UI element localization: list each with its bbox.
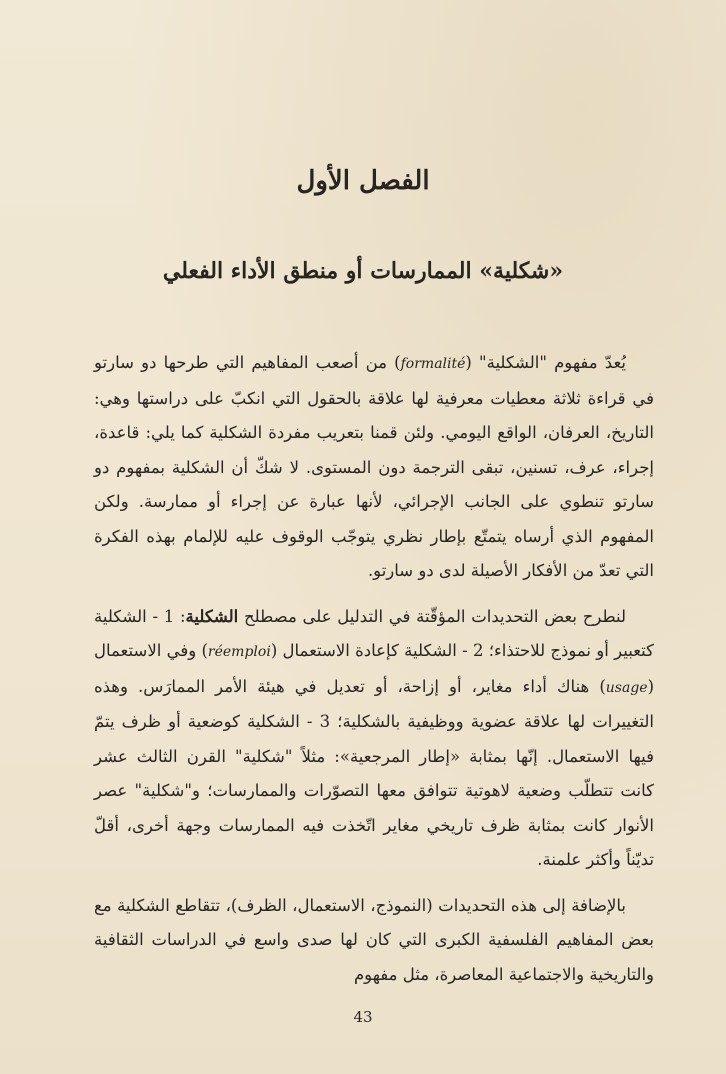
chapter-title: الفصل الأول xyxy=(296,166,430,196)
body-text xyxy=(94,346,654,1003)
paragraph-2-text-a: لنطرح بعض التحديدات المؤقّتة في التدليل على مصطلح xyxy=(238,606,626,626)
paragraph-2-text-c: ) وفي الاستعمال ( xyxy=(94,641,654,696)
paragraph-1 xyxy=(94,346,654,589)
page-number: 43 xyxy=(353,1008,373,1026)
paragraph-1-text-b: ) من أصعب المفاهيم التي طرحها دو سارتو في قراءة ثلاثة معطيات معرفية لها علاقة بالحقول التي انكبّ على دراستها وهي: التاريخ، العرفان، الواقع اليومي. ولئن قمنا بتعريب مفردة الشكلية كما يلي: قاعدة، إجراء، عرف، تسنين، تبقى الترجمة دون المستوى. لا شكّ أن الشكلية بمفهوم دو سارتو تنطوي على الجانب الإجرائي، لأنها عبارة عن إجراء أو ممارسة. ولكن المفهوم الذي أرساه يتمتّع بإطار نظري يتوجّب الوقوف عليه للإلمام بهذه الفكرة التي تعدّ من الأفكار الأصيلة لدى دو سارتو. xyxy=(94,353,654,580)
paragraph-3: بالإضافة إلى هذه التحديدات (النموذج، الاستعمال، الظرف)، تتقاطع الشكلية مع بعض المفاهيم الفلسفية الكبرى التي كان لها صدى واسع في الدراسات الثقافية والتاريخية والاجتماعية المعاصرة، مثل مفهوم xyxy=(94,895,654,984)
latin-term-formalite: formalité xyxy=(400,356,466,372)
paragraph-2 xyxy=(94,600,654,878)
paragraph-2-text-d: ) هناك أداء مغاير، أو إزاحة، أو تعديل في هيئة الأمر الممارَس. وهذه التغييرات لها علاقة عضوية ووظيفية بالشكلية؛ 3 - الشكلية كوضعية أو ظرف يتمّ فيها الاستعمال. إنّها بمثابة «إطار المرجعية»: مثلاً "شكلية" القرن الثالث عشر كانت تتطلّب وضعية لاهوتية تتوافق معها التصوّرات والممارسات؛ و"شكلية" عصر الأنوار كانت بمثابة ظرف تاريخي مغاير اتّخذت فيه الممارسات وجهة أخرى، أقلّ تديّناً وأكثر علمنة. xyxy=(94,676,654,869)
paragraph-2-text-b: : 1 - الشكلية كتعبير أو نموذج للاحتذاء؛ 2 - الشكلية كإعادة الاستعمال ( xyxy=(94,606,654,660)
latin-term-reemploi: réemploi xyxy=(207,644,271,660)
section-title: «شكلية» الممارسات أو منطق الأداء الفعلي xyxy=(162,258,564,284)
bold-term: الشكلية xyxy=(185,606,239,626)
paragraph-1-text-a: يُعدّ مفهوم "الشكلية" ( xyxy=(465,353,626,372)
latin-term-usage: usage xyxy=(605,679,648,696)
